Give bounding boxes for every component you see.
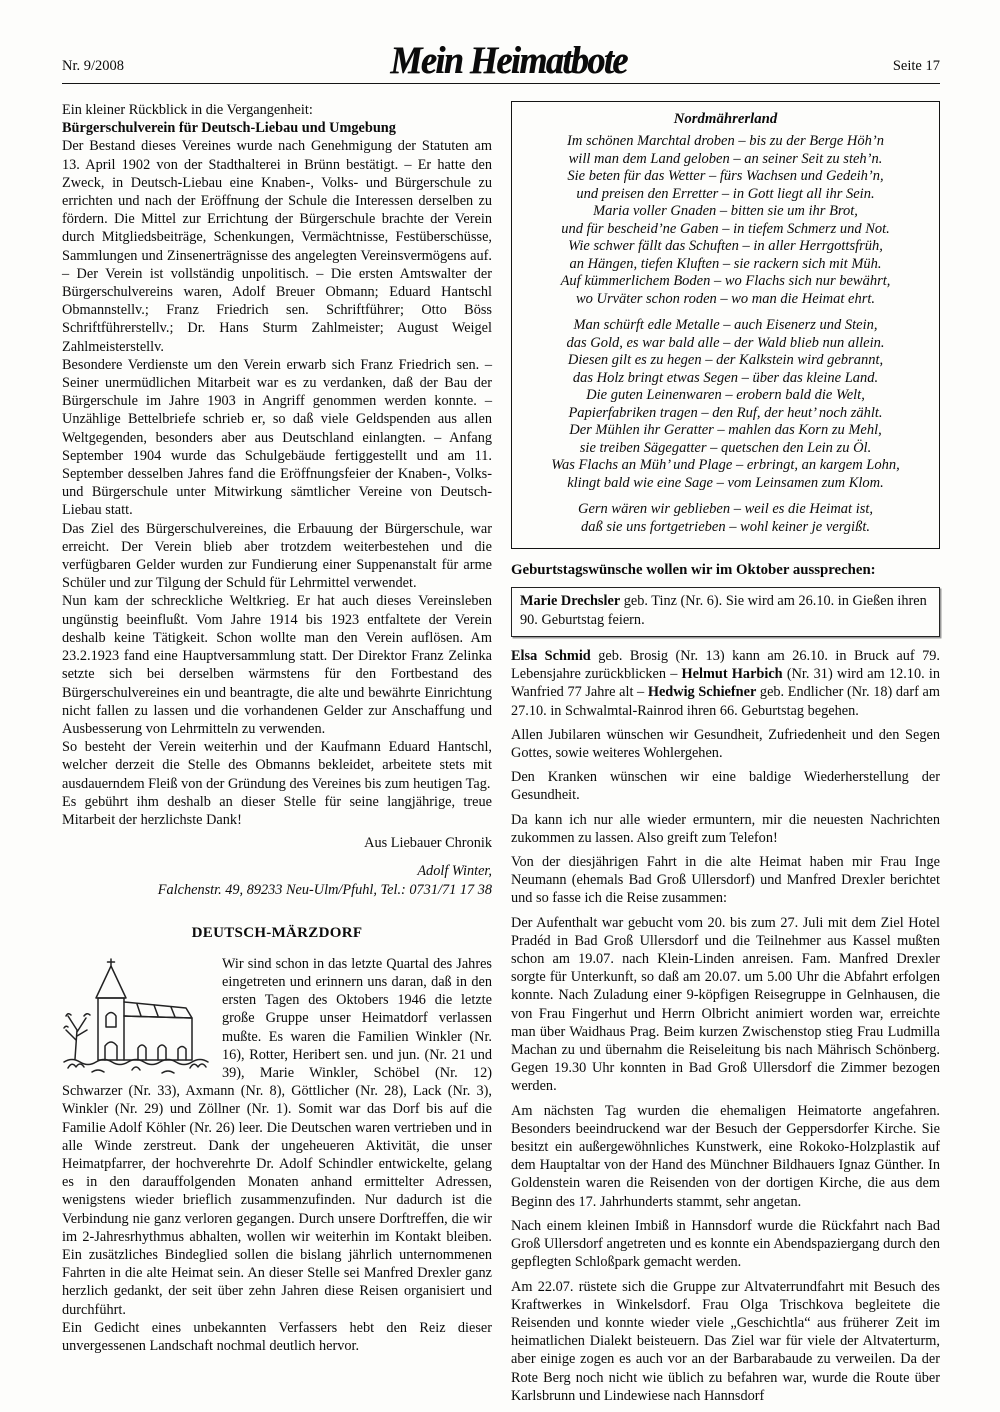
poem-title: Nordmährerland <box>673 111 778 127</box>
poem-line: daß sie uns fortgetrieben – wohl keiner je vergißt. <box>580 518 870 535</box>
right-column <box>511 101 940 1411</box>
right-paragraph: Am nächsten Tag wurden die ehemaligen Heimatorte angefahren. Besonders beeindruckend war der Besuch der Geppersdorfer Kirche. Sie besitzt ein außergewöhnliches Kunstwerk, eine Rokoko-Holzplastik auf dem Hauptaltar von der Hand des Münchner Bildhauers Ignaz Günther. In Goldenstein waren die Reisenden von der dortigen Kirche, die aus dem Beginn des 17. Jahrhunderts stammt, sehr angetan. <box>511 1102 940 1210</box>
jubilar-name: Elsa Schmid <box>511 648 591 664</box>
jubilar-name: Hedwig Schiefner <box>647 684 757 701</box>
header-rule <box>62 83 940 84</box>
stanza-gap <box>522 308 929 317</box>
birthday-heading: Geburtstagswünsche wollen wir im Oktober aussprechen: <box>511 562 876 578</box>
poem-line: und für bescheid’ne Gaben – in tiefem Schmerz und Not. <box>561 220 890 237</box>
jubilar-name: Helmut Harbich <box>681 666 783 683</box>
poem-line: Im schönen Marchtal droben – bis zu der Berge Höh’n <box>567 133 884 149</box>
poem-line: Auf kümmerlichem Boden – wo Flachs sich nur bewährt, <box>560 273 891 289</box>
birthday-highlight-box <box>511 587 940 637</box>
content-columns <box>62 101 940 1411</box>
birthday-text: geb. Tinz (Nr. 6). Sie wird am 26.10. in Gießen ihren 90. Geburtstag feiern. <box>520 593 927 628</box>
author-name: Adolf Winter, <box>417 863 492 880</box>
poem-line: Gern wären wir geblieben – weil es die Heimat ist, <box>577 501 874 517</box>
article2-paragraph: Wir sind schon in das letzte Quartal des Jahres eingetreten und erinnern uns daran, daß in den ersten Tagen des Oktobers 1946 die letzte große Gruppe unser Heimatdorf verlassen mußte. Es waren die Familien Winkler (Nr. 16), Rotter, Heribert sen. und jun. (Nr. 21 und 39), Marie Winkler, Schöbel (Nr. 12) Schwarzer (Nr. 33), Axmann (Nr. 8), Göttlicher (Nr. 28), Lack (Nr. 3), Winkler (Nr. 29) und Zöllner (Nr. 1). Somit war das Dorf bis auf die Familie Adolf Köhler (Nr. 26) leer. Die Deutschen waren vertrieben und in alle Winde zerstreut. Dank der ungeheueren Aktivität, die unser Heimatpfarrer, der hochverehrte Dr. Adolf Schindler entwickelte, gelang es in den darauffolgenden Monaten anhand ermittelter Adressen, wenigstens wieder brieflich zusammenzufinden. Nur dadurch ist die Verbindung nie ganz verloren gegangen. Durch unsere Dorftreffen, die wir im 2-Jahresrhythmus abhalten, wollen wir weiterhin im Kontakt bleiben. Ein zusätzliches Bindeglied sollen die bislang jährlich unternommenen Fahrten in die alte Heimat sein. An dieser Stelle sei Manfred Drexler ganz herzlich gedankt, der seit über zehn Jahren diese Reisen organisiert und durchführt. <box>62 955 492 1318</box>
article2-paragraph: Ein Gedicht eines unbekannten Verfassers hebt den Reiz dieser unvergessenen Landschaft nochmal deutlich hervor. <box>62 1319 492 1354</box>
jubilar-text: geb. Brosig (Nr. 13) kann am 26.10. in Bruck auf 79. Lebensjahre zurückblicken – <box>511 648 940 683</box>
jubilar-text: geb. Endlicher (Nr. 18) darf am 27.10. in Schwalmtal-Rainrod ihren 66. Geburtstag begehen. <box>511 684 940 719</box>
article2-title: DEUTSCH-MÄRZDORF <box>191 924 363 941</box>
page-number: Seite 17 <box>892 58 940 74</box>
poem-line: und preisen den Erretter – in Gott liegt all ihr Sein. <box>576 185 875 202</box>
poem-box <box>511 101 940 549</box>
right-paragraph: Der Aufenthalt war gebucht vom 20. bis zum 27. Juli mit dem Ziel Hotel Pradéd in Bad Groß Ullersdorf und die Teilnehmer aus Kassel mußten schon am 19.07. nach Klein-Linden anreisen. Fam. Manfred Drexler sorgte für Unterkunft, so daß am 20.07. um 5.00 Uhr die Abfahrt erfolgen konnte. Nach Zuladung einer 9-köpfigen Reisegruppe in Gelnhausen, die von Frau Fingerhut und Herrn Olbricht animiert worden war, erreichte man über Waidhaus Prag. Beim kurzen Zwischenstop stieg Frau Ludmilla Machan zu und übernahm die Reiseleitung bis nach Mährisch Schönberg. Gegen 19.30 Uhr konnten in Bad Groß Ullersdorf die Zimmer bezogen werden. <box>511 914 940 1095</box>
article1-title: Bürgerschulverein für Deutsch-Liebau und Umgebung <box>62 120 396 137</box>
poem-line: klingt bald wie eine Sage – vom Leinsamen zum Klom. <box>567 474 884 491</box>
poem-line: sie treiben Sägegatter – quetschen den Lein zu Öl. <box>579 439 872 456</box>
right-paragraph: Nach einem kleinen Imbiß in Hannsdorf wurde die Rückfahrt nach Bad Groß Ullersdorf angetreten und es konnte ein Abendspaziergang durch den gepflegten Schloßpark gemacht werden. <box>511 1217 940 1271</box>
poem-line: will man dem Land geloben – an seiner Seit zu steh’n. <box>568 150 883 167</box>
right-paragraph: Den Kranken wünschen wir eine baldige Wiederherstellung der Gesundheit. <box>511 769 940 804</box>
right-paragraph: Da kann ich nur alle wieder ermuntern, mir die neuesten Nachrichten zukommen zu lassen. Also greift zum Telefon! <box>511 811 940 846</box>
article1-paragraph: Nun kam der schreckliche Weltkrieg. Er hat auch dieses Vereinsleben ungünstig beeinflußt. Vom Jahre 1914 bis 1923 entfaltete der Verein deshalb keine Tätigkeit. Schon wollte man den Verein auflösen. Am 23.2.1923 fand eine Hauptversammlung statt. Der Direktor Franz Zelinka setzte sich bei derselben wärmstens für den Fortbestand des Bürgerschulvereines ein und beantragte, die alte und bewährte Einrichtung nicht fallen zu lassen und die vorhandenen Gelder zur Anschaffung und Ausbesserung von Lehrmitteln zu verwenden. <box>62 593 492 737</box>
article1-paragraph: So besteht der Verein weiterhin und der Kaufmann Eduard Hantschl, welcher derzeit die Stelle des Obmanns bekleidet, arbeitete stets mit ausdauerndem Fleiß von der Gründung des Vereines bis zum heutigen Tag. <box>62 739 492 792</box>
right-paragraph: Am 22.07. rüstete sich die Gruppe zur Altvaterrundfahrt mit Besuch des Kraftwerkes in Winkelsdorf. Frau Olga Trischkova begleitete die Reisenden und konnte wieder viele „Geschichtla“ aus früherer Zeit im heimatlichen Dialekt beisteuern. Das Ziel war für viele der Altvaterturm, aber einige zogen es auch vor an der Barbarabaude zu verweilen. Da der Rote Berg noch nicht wie üblich zu befahren war, wurde die Route über Karlsbrunn und Lindewiese nach Hannsdorf <box>511 1278 940 1404</box>
author-address: Falchenstr. 49, 89233 Neu-Ulm/Pfuhl, Tel.: 0731/71 17 38 <box>157 881 492 898</box>
poem-line: an Hängen, tiefen Kluften – sie rackern sich mit Müh. <box>569 255 882 272</box>
left-column <box>62 101 492 1355</box>
article1-paragraph: Das Ziel des Bürgerschulvereines, die Erbauung der Bürgerschule, war erreicht. Der Verein blieb aber trotzdem weiterbestehen und die verfügbaren Gelder wurden zur Fundierung einer Suppenanstalt für arme Schüler und zur Tilgung der Schuld für Lehrmittel verwendet. <box>62 520 492 592</box>
article1-paragraph: Der Bestand dieses Vereines wurde nach Genehmigung der Statuten am 13. April 1902 von der Stadthalterei in Brünn bestätigt. – Er hatte den Zweck, in Deutsch-Liebau eine Knaben-, Volks- und Bürgerschule zu errichten und nach der Eröffnung der Schule die Interessen derselben zu fördern. Die Mittel zur Errichtung der Bürgerschule brachte der Verein durch Mitgliedsbeiträge, Schenkungen, Vermächtnisse, Festüberschüsse, Sammlungen und Zinsenerträgnisse des angelegten Vereinsvermögens auf. – Der Verein ist vollständig unpolitisch. – Die ersten Amtswalter der Bürgerschulvereins waren, Adolf Breuer Obmann; Eduard Hantschl Obmannstellv.; Franz Friedrich sen. Schriftführer; Otto Böss Schriftführerstellv.; Dr. Hans Sturm Zahlmeister; August Weigel Zahlmeisterstellv. <box>62 138 492 355</box>
poem-line: Was Flachs an Müh’ und Plage – erbringt, an kargem Lohn, <box>551 457 900 473</box>
birthday-name: Marie Drechsler <box>520 593 621 609</box>
church-sketch-illustration <box>62 958 212 1076</box>
poem-line: das Holz bringt etwas Segen – über das kleine Land. <box>572 369 879 386</box>
article1-paragraph: Es gebührt ihm deshalb an dieser Stelle für seine langjährige, treue Mitarbeit der herzlichste Dank! <box>62 793 492 828</box>
poem-line: Man schürft edle Metalle – auch Eisenerz und Stein, <box>573 317 878 333</box>
article2-body <box>62 955 492 1355</box>
issue-number: Nr. 9/2008 <box>62 58 125 74</box>
jubilare-paragraph <box>511 647 940 720</box>
article1-paragraph: Besondere Verdienste um den Verein erwarb sich Franz Friedrich sen. – Seiner unermüdlichen Mitarbeit war es zu verdanken, daß der Bau der Bürgerschule im Jahre 1903 in Angriff genommen werden konnte. – Unzählige Bettelbriefe schrieb er, so daß viele Geldspenden aus allen Weltgegenden, besonders aber aus Deutschland einlangten. – Anfang September 1904 wurde das Schulgebäude fertiggestellt und am 11. September desselben Jahres fand die Eröffnungsfeier der Knaben-, Volks- und Bürgerschule unter Mitwirkung sämtlicher Vereine von Deutsch-Liebau statt. <box>62 356 492 519</box>
jubilar-text: (Nr. 31) wird am 12.10. in Wanfried 77 Jahre alt – <box>511 666 940 701</box>
chronik-credit: Aus Liebauer Chronik <box>364 835 492 852</box>
right-paragraph: Allen Jubilaren wünschen wir Gesundheit, Zufriedenheit und den Segen Gottes, sowie weiteres Wohlergehen. <box>511 726 940 762</box>
intro-line: Ein kleiner Rückblick in die Vergangenheit: <box>62 102 313 118</box>
poem-line: Der Mühlen ihr Geratter – mahlen das Korn zu Mehl, <box>569 422 882 438</box>
right-paragraph: Von der diesjährigen Fahrt in die alte Heimat haben mir Frau Inge Neumann (ehemals Bad Groß Ullersdorf) und Manfred Drexler berichtet und so fasse ich die Reise zusammen: <box>511 854 940 907</box>
page-header <box>62 34 940 82</box>
stanza-gap <box>522 492 929 501</box>
poem-line: Papierfabriken tragen – den Ruf, der heut’ noch zählt. <box>568 404 883 421</box>
poem-line: Die guten Leinenwaren – erobern bald die Welt, <box>586 387 865 403</box>
poem-line: Diesen gilt es zu hegen – der Kalkstein wird gebrannt, <box>567 352 884 368</box>
poem-line: das Gold, es war bald alle – der Wald blieb nun allein. <box>566 334 885 351</box>
poem-line: Maria voller Gnaden – bitten sie um ihr Brot, <box>593 203 858 219</box>
poem-line: Wie schwer fällt das Schuften – in aller Herrgottsfrüh, <box>568 238 883 254</box>
poem-line: wo Urväter schon roden – wo man die Heimat ehrt. <box>575 290 876 307</box>
poem-lines <box>522 133 929 536</box>
masthead-logo: Mein Heimatbote <box>390 38 627 82</box>
poem-line: Sie beten für das Wetter – fürs Wachsen und Gedeih’n, <box>567 168 884 184</box>
